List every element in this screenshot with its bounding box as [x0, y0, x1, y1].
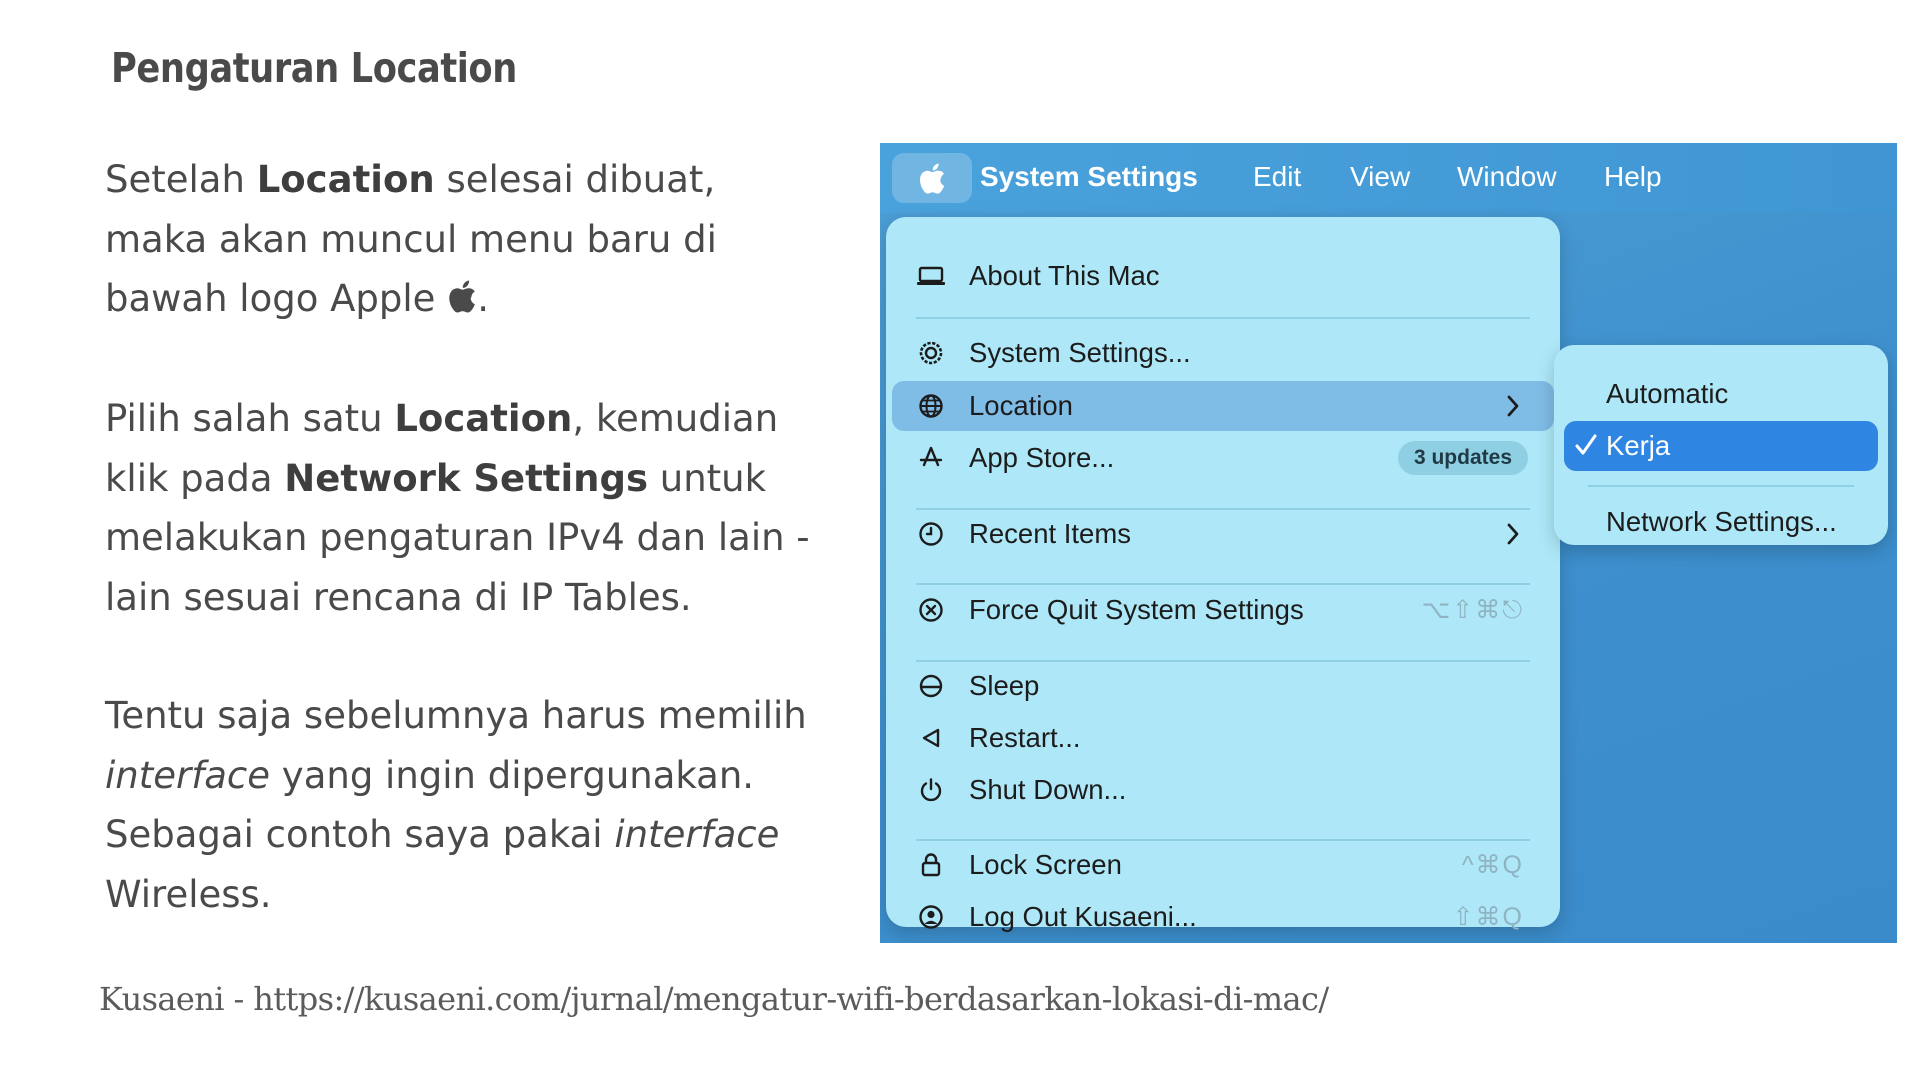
sleep-icon	[916, 671, 946, 701]
menu-item-restart[interactable]	[886, 713, 1560, 763]
submenu-item-label: Network Settings...	[1606, 506, 1837, 537]
menu-separator	[1588, 485, 1854, 487]
power-icon	[916, 775, 946, 805]
menu-item-sleep[interactable]	[886, 661, 1560, 711]
globe-icon	[916, 391, 946, 421]
menu-item-system-settings[interactable]	[886, 328, 1560, 378]
chevron-right-icon	[1504, 519, 1522, 549]
menu-item-label: Force Quit System Settings	[969, 594, 1304, 625]
p3-text-e: Wireless.	[105, 872, 272, 916]
p2-text-a: Pilih salah satu	[105, 397, 395, 440]
menubar-window[interactable]: Window	[1457, 161, 1557, 192]
macos-screenshot	[880, 143, 1897, 943]
menu-item-label: Sleep	[969, 670, 1040, 701]
menubar-edit[interactable]: Edit	[1253, 161, 1302, 192]
location-submenu	[1554, 345, 1888, 545]
menubar-app-name[interactable]: System Settings	[980, 161, 1198, 192]
restart-icon	[916, 723, 946, 753]
paragraph-3	[105, 686, 825, 924]
shortcut-log-out: ⇧⌘Q	[1452, 903, 1524, 931]
menu-item-log-out[interactable]	[886, 892, 1560, 942]
paragraph-1	[105, 150, 825, 329]
menubar-view[interactable]: View	[1350, 161, 1411, 192]
p3-italic-interface: interface	[105, 753, 271, 797]
p1-text-d: .	[477, 277, 489, 320]
updates-badge: 3 updates	[1398, 441, 1528, 475]
menu-item-location[interactable]	[892, 381, 1554, 431]
submenu-item-label: Automatic	[1606, 378, 1729, 409]
p3-text-a: Tentu saja sebelumnya harus memilih	[105, 694, 807, 737]
menu-item-recent-items[interactable]	[886, 509, 1560, 559]
gear-icon	[916, 338, 946, 368]
p1-text-c: selesai dibuat, maka akan muncul menu baru di bawah logo Apple	[105, 158, 717, 320]
submenu-item-label: Kerja	[1606, 430, 1671, 461]
menu-item-label: Restart...	[969, 722, 1081, 753]
menu-item-label: Location	[969, 390, 1073, 421]
lock-icon	[916, 850, 946, 880]
apple-logo-icon	[918, 162, 946, 195]
menu-separator	[916, 317, 1530, 319]
menu-item-about-this-mac[interactable]	[886, 251, 1560, 301]
force-quit-icon	[916, 595, 946, 625]
menu-item-app-store[interactable]	[886, 433, 1560, 483]
submenu-item-network-settings[interactable]	[1554, 497, 1888, 547]
p2-text-c: , kemudian klik pada	[105, 397, 779, 500]
menu-item-label: System Settings...	[969, 337, 1191, 368]
menu-bar	[880, 143, 1897, 213]
menu-item-label: App Store...	[969, 442, 1115, 473]
laptop-icon	[916, 261, 946, 291]
clock-icon	[916, 519, 946, 549]
user-icon	[916, 902, 946, 932]
apple-logo-icon	[447, 279, 477, 314]
menu-item-label: Log Out Kusaeni...	[969, 901, 1197, 932]
menu-item-label: Recent Items	[969, 518, 1132, 549]
p3-text-c: yang ingin dipergunakan. Sebagai contoh saya pakai	[105, 753, 755, 856]
footer-source: Kusaeni - https://kusaeni.com/jurnal/mengatur-wifi-berdasarkan-lokasi-di-mac/	[99, 980, 1329, 1018]
p2-text-e: untuk melakukan pengaturan IPv4 dan lain - lain sesuai rencana di IP Tables.	[105, 456, 810, 619]
p1-bold-location: Location	[256, 158, 435, 201]
shortcut-lock-screen: ^⌘Q	[1461, 851, 1524, 879]
menu-item-label: About This Mac	[969, 260, 1160, 291]
menu-item-force-quit[interactable]	[886, 585, 1560, 635]
menu-item-label: Lock Screen	[969, 849, 1122, 880]
chevron-right-icon	[1504, 391, 1522, 421]
apple-dropdown-menu	[886, 217, 1560, 932]
menu-item-shut-down[interactable]	[886, 765, 1560, 815]
checkmark-icon	[1574, 432, 1598, 458]
paragraph-2	[105, 389, 825, 627]
shortcut-force-quit: ⌥⇧⌘⎋	[1421, 596, 1524, 624]
slide-title: Pengaturan Location	[111, 44, 517, 92]
menu-item-label: Shut Down...	[969, 774, 1127, 805]
p3-italic-interface-2: interface	[614, 813, 780, 856]
apple-menu-button[interactable]	[892, 153, 972, 203]
menu-item-lock-screen[interactable]	[886, 840, 1560, 890]
p2-bold-network-settings: Network Settings	[284, 456, 648, 500]
menubar-help[interactable]: Help	[1604, 161, 1662, 192]
submenu-item-kerja[interactable]	[1564, 421, 1878, 471]
p2-bold-location: Location	[394, 397, 573, 440]
p1-text-a: Setelah	[105, 158, 257, 201]
submenu-item-automatic[interactable]	[1554, 369, 1888, 419]
app-store-icon	[916, 443, 946, 473]
